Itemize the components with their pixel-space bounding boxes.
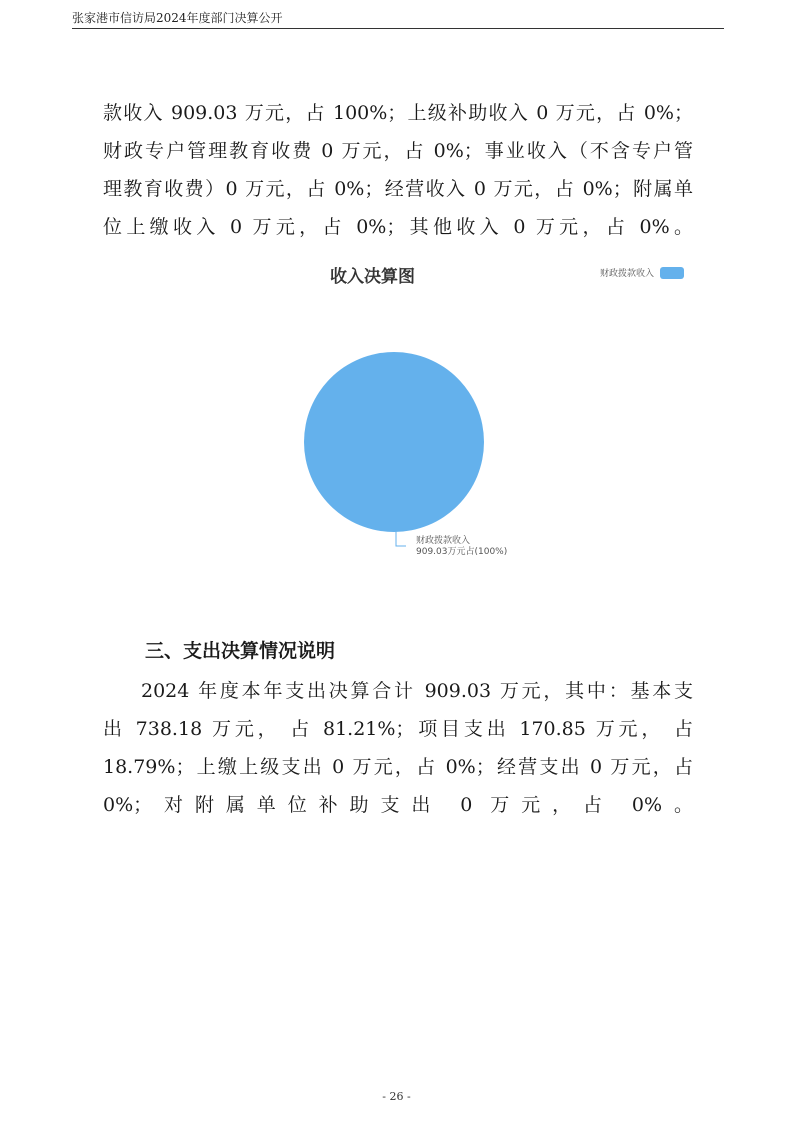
- income-line-3: 理教育收费）0 万元，占 0%；经营收入 0 万元，占 0%；附属单: [103, 178, 693, 200]
- expense-paragraph: [103, 672, 693, 824]
- section-heading: 三、支出决算情况说明: [145, 640, 336, 662]
- page-number: - 26 -: [382, 1090, 411, 1103]
- legend-label: 财政拨款收入: [600, 269, 655, 279]
- income-line-4: 位上缴收入 0 万元，占 0%；其他收入 0 万元，占 0%。: [103, 216, 693, 238]
- header-title: 张家港市信访局2024年度部门决算公开: [72, 11, 283, 25]
- expense-line-2: 出 738.18 万元， 占 81.21%；项目支出 170.85 万元， 占: [103, 718, 693, 740]
- income-line-1: 款收入 909.03 万元，占 100%；上级补助收入 0 万元，占 0%；: [103, 102, 693, 124]
- expense-line-3: 18.79%；上缴上级支出 0 万元，占 0%；经营支出 0 万元，占: [103, 756, 693, 778]
- expense-line-4: 0%；对附属单位补助支出 0 万元，占 0%。: [103, 794, 693, 816]
- expense-line-1: 2024 年度本年支出决算合计 909.03 万元，其中：基本支: [141, 680, 693, 702]
- pie-label-value-0: 909.03万元占(100%): [416, 547, 508, 557]
- income-line-2: 财政专户管理教育收费 0 万元，占 0%；事业收入（不含专户管: [103, 140, 693, 162]
- pie-label-name-0: 财政拨款收入: [416, 536, 471, 546]
- pie-slice-0[interactable]: [304, 352, 484, 532]
- chart-title: 收入决算图: [330, 267, 415, 287]
